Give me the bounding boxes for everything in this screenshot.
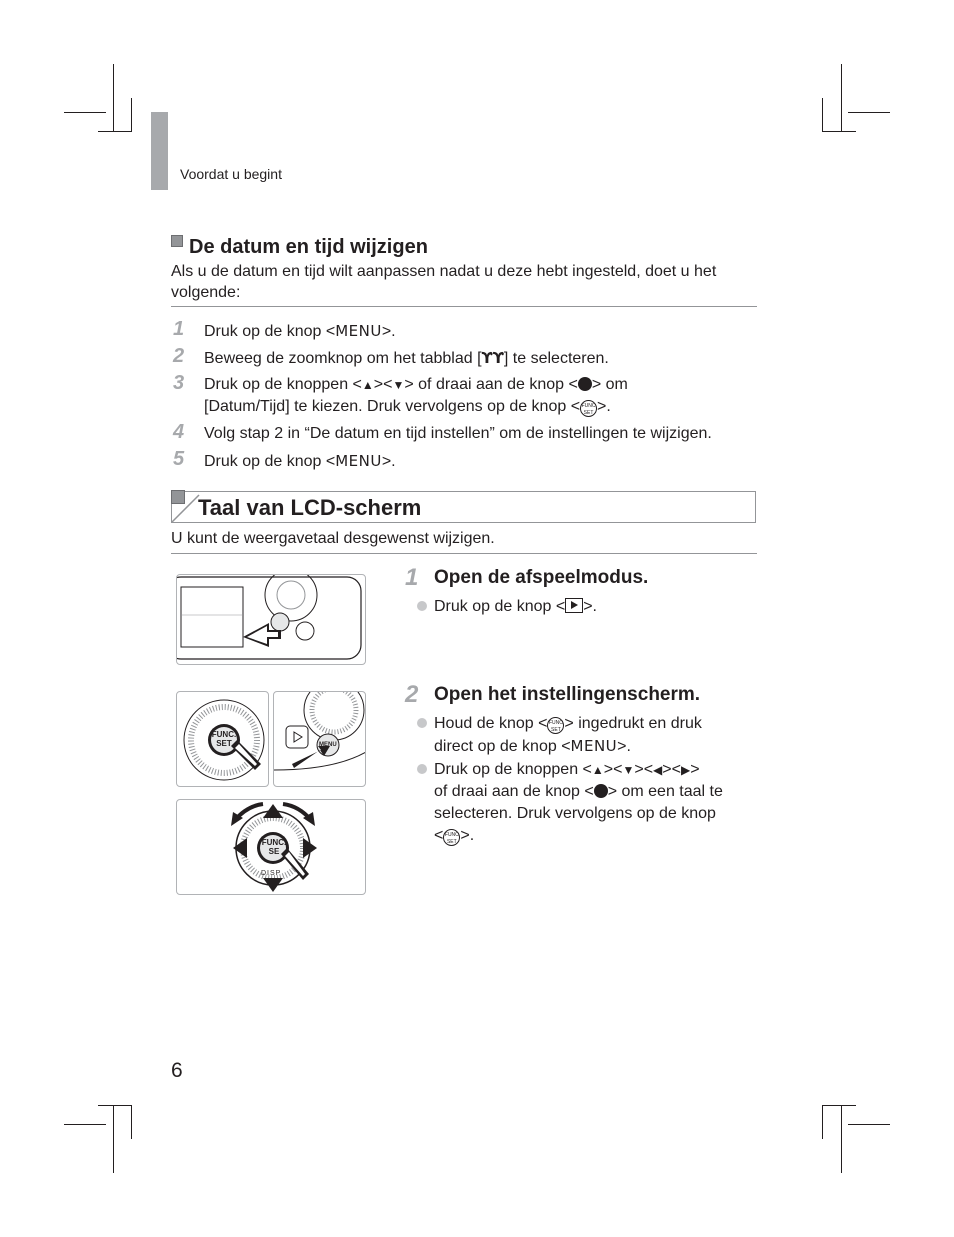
bullet-dot xyxy=(417,718,427,728)
subsection-intro: Als u de datum en tijd wilt aanpassen nadat u deze hebt ingesteld, doet u het volgende: xyxy=(171,263,717,301)
menu-area-drawing xyxy=(274,692,366,787)
step-text: Volg stap 2 in “De datum en tijd instellen” om de instellingen te wijzigen. xyxy=(204,425,712,442)
playback-icon xyxy=(565,598,583,613)
up-arrow-icon: ▲ xyxy=(591,763,604,777)
crop-mark xyxy=(98,1105,132,1106)
menu-button-photo xyxy=(273,691,366,787)
step-title: Open het instellingenscherm. xyxy=(434,684,701,705)
step-number: 5 xyxy=(173,448,185,470)
step-title: Open de afspeelmodus. xyxy=(434,567,649,588)
arrow-keys-photo xyxy=(176,799,366,895)
crop-mark xyxy=(64,112,106,113)
bullet-dot xyxy=(417,764,427,774)
crop-mark xyxy=(822,1105,856,1106)
crop-mark xyxy=(848,1124,890,1125)
crop-mark xyxy=(98,131,132,132)
down-arrow-icon: ▼ xyxy=(622,763,635,777)
right-arrow-icon: ▶ xyxy=(680,763,691,777)
page-number: 6 xyxy=(171,1059,183,1082)
subsection-title: De datum en tijd wijzigen xyxy=(189,236,428,258)
crop-mark xyxy=(131,1105,132,1139)
func-button-label: FUNC. SET xyxy=(211,730,237,748)
camera-back-drawing xyxy=(177,575,366,665)
crop-mark xyxy=(841,1105,842,1173)
crop-mark xyxy=(822,131,856,132)
step-number: 4 xyxy=(173,421,185,443)
menu-button-label: MENU xyxy=(319,742,337,748)
bullet-text: Houd de knop < FUNC SET > ingedrukt en druk direct op de knop <MENU>. xyxy=(434,715,702,755)
square-bullet-icon xyxy=(171,235,183,247)
up-arrow-icon: ▲ xyxy=(361,378,374,392)
step-text: Druk op de knop <MENU>. xyxy=(204,322,396,340)
crop-mark xyxy=(841,64,842,132)
func-set-icon: FUNC SET xyxy=(443,829,460,846)
crop-mark xyxy=(131,98,132,132)
down-arrow-icon: ▼ xyxy=(392,378,405,392)
section-intro: U kunt de weergavetaal desgewenst wijzigen. xyxy=(171,530,495,547)
crop-mark xyxy=(822,1105,823,1139)
func-button-photo xyxy=(176,691,269,787)
divider xyxy=(171,553,757,554)
crop-mark xyxy=(64,1124,106,1125)
bullet-text: Druk op de knoppen <▲><▼><◀><▶> of draai aan de knop < > om een taal te selecteren. Druk vervolgens op de knop < FUNC SET >. xyxy=(434,761,723,845)
func-set-icon: FUNC SET xyxy=(547,717,564,734)
step-number: 1 xyxy=(173,318,185,340)
menu-icon: MENU xyxy=(335,452,382,470)
section-title: Taal van LCD-scherm xyxy=(198,495,422,520)
heading-corner-line xyxy=(171,491,201,524)
control-dial-icon xyxy=(594,784,608,798)
crop-mark xyxy=(113,1105,114,1173)
menu-icon: MENU xyxy=(570,737,618,755)
func-set-icon: FUNC SET xyxy=(580,400,597,417)
bullet-dot xyxy=(417,601,427,611)
step-text: Druk op de knoppen <▲><▼> of draai aan de knop < > om [Datum/Tijd] te kiezen. Druk vervolgens op de knop < FUNC SET >. xyxy=(204,376,628,416)
step-text: Druk op de knop <MENU>. xyxy=(204,452,396,470)
control-dial-icon xyxy=(578,377,592,391)
crop-mark xyxy=(113,64,114,132)
wrench-tab-icon: ϒϒ xyxy=(481,349,504,367)
step-number: 3 xyxy=(173,372,185,394)
crop-mark xyxy=(848,112,890,113)
step-number: 1 xyxy=(405,564,419,591)
subsection-heading xyxy=(171,236,428,259)
menu-icon: MENU xyxy=(335,322,382,340)
step-number: 2 xyxy=(173,345,185,367)
crop-mark xyxy=(822,98,823,132)
step-number: 2 xyxy=(405,681,419,708)
bullet-text: Druk op de knop < >. xyxy=(434,598,597,615)
func-button-label: FUNC. SE xyxy=(261,838,287,856)
left-arrow-icon: ◀ xyxy=(653,763,663,777)
disp-label: DISP xyxy=(261,870,282,877)
step-text: Beweeg de zoomknop om het tabblad [ϒϒ] te selecteren. xyxy=(204,349,609,367)
camera-playback-photo xyxy=(176,574,366,665)
divider xyxy=(171,306,757,307)
chapter-tab xyxy=(151,112,168,190)
running-head: Voordat u begint xyxy=(180,166,282,182)
